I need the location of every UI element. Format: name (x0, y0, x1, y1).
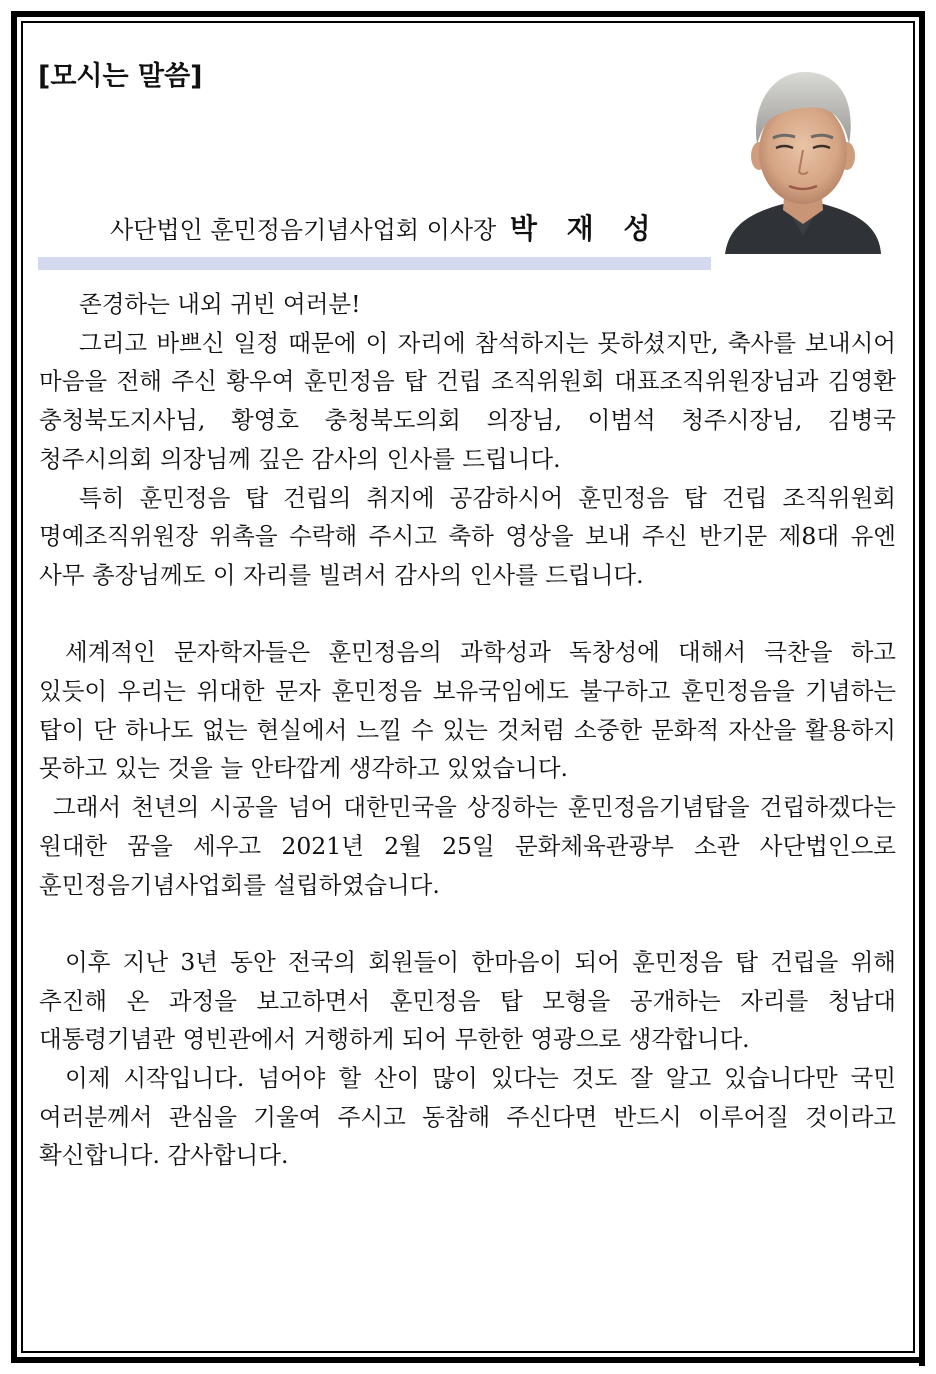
paragraph: 그리고 바쁘신 일정 때문에 이 자리에 참석하지는 못하셨지만, 축사를 보내시어 마음을 전해 주신 황우여 훈민정음 탑 건립 조직위원회 대표조직위원장님과 김영환 충청북도지사님, 황영호 충청북도의회 의장님, 이범석 청주시장님, 김병국 청주시의회 의장님께 깊은 감사의 인사를 드립니다. (39, 328, 896, 473)
speech-body (39, 285, 896, 1175)
author-byline (110, 207, 660, 247)
paragraph: 특히 훈민정음 탑 건립의 취지에 공감하시어 훈민정음 탑 건립 조직위원회 명예조직위원장 위촉을 수락해 주시고 축하 영상을 보내 주신 반기문 제8대 유엔 사무 총장님께도 이 자리를 빌려서 감사의 인사를 드립니다. (39, 483, 896, 589)
paragraph-spacer (39, 904, 896, 943)
paragraph: 존경하는 내외 귀빈 여러분! (79, 290, 361, 318)
paragraph-spacer (39, 595, 896, 634)
portrait-photo (723, 64, 883, 254)
paragraph: 세계적인 문자학자들은 훈민정음의 과학성과 독창성에 대해서 극찬을 하고 있듯이 우리는 위대한 문자 훈민정음 보유국임에도 불구하고 훈민정음을 기념하는 탑이 단 하나도 없는 현실에서 느낄 수 있는 것처럼 소중한 문화적 자산을 활용하지 못하고 있는 것을 늘 안타깝게 생각하고 있었습니다. (39, 638, 896, 783)
paragraph: 그래서 천년의 시공을 넘어 대한민국을 상징하는 훈민정음기념탑을 건립하겠다는 원대한 꿈을 세우고 2021년 2월 25일 문화체육관광부 소관 사단법인으로 훈민정음기념사업회를 설립하였습니다. (39, 793, 896, 899)
paragraph: 이제 시작입니다. 넘어야 할 산이 많이 있다는 것도 잘 알고 있습니다만 국민 여러분께서 관심을 기울여 주시고 동참해 주신다면 반드시 이루어질 것이라고 확신합니다. 감사합니다. (39, 1064, 896, 1170)
paragraph: 이후 지난 3년 동안 전국의 회원들이 한마음이 되어 훈민정음 탑 건립을 위해 추진해 온 과정을 보고하면서 훈민정음 탑 모형을 공개하는 자리를 청남대 대통령기념관 영빈관에서 거행하게 되어 무한한 영광으로 생각합니다. (39, 947, 896, 1054)
author-name: 박 재 성 (509, 212, 661, 245)
author-title: 사단법인 훈민정음기념사업회 이사장 (110, 216, 497, 244)
section-title: [모시는 말씀] (38, 61, 203, 92)
byline-underline-bar (38, 257, 711, 270)
